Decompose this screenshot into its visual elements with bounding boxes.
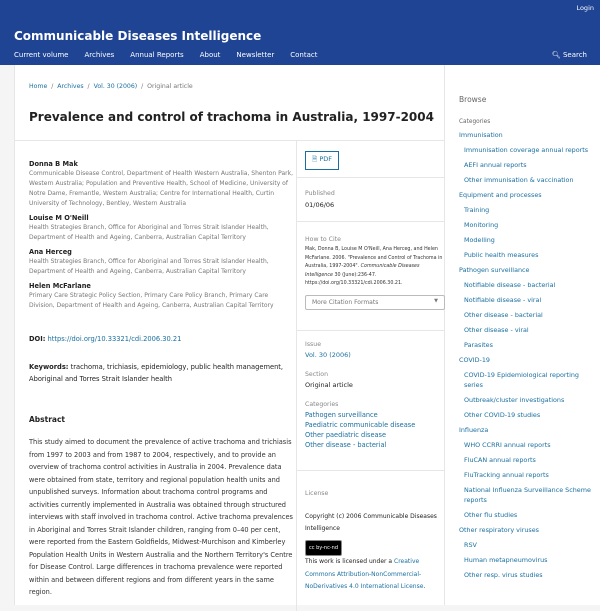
breadcrumb-current: Original article: [147, 83, 193, 90]
author-name: Ana Herceg: [29, 248, 72, 256]
nav-contact[interactable]: Contact: [290, 51, 318, 59]
sidebar-category-item[interactable]: Other respiratory viruses: [459, 526, 539, 534]
category-links: [305, 410, 445, 450]
sidebar-category-item[interactable]: WHO CCRRI annual reports: [464, 441, 551, 449]
sidebar-category-item[interactable]: COVID-19 Epidemiological reporting series: [464, 371, 579, 389]
author-name: Louise M O'Neill: [29, 214, 89, 222]
sidebar-category-item[interactable]: Notifiable disease - viral: [464, 296, 542, 304]
published: Published 01/06/06: [305, 190, 335, 209]
sidebar-category-item[interactable]: COVID-19: [459, 356, 490, 364]
category-link[interactable]: Other paediatric disease: [305, 431, 387, 439]
author-affiliation: Communicable Disease Control, Department of Health Western Australia, Shenton Park, Western Australia; Population and Preventive Health, School of Medicine, University of Notre Dame, Fremantle, Western Australia; Centre for International Health, Curtin University of Technology, Bentley, Western Australia: [29, 170, 293, 207]
sidebar-category-item[interactable]: Parasites: [464, 341, 493, 349]
sidebar-category-item[interactable]: AEFI annual reports: [464, 161, 527, 169]
author-affiliation: Primary Care Strategic Policy Section, Primary Care Policy Branch, Primary Care Division, Department of Health and Ageing, Canberra, Australian Capital Territory: [29, 292, 274, 309]
sidebar-category-item[interactable]: Notifiable disease - bacterial: [464, 281, 556, 289]
divider: [296, 470, 446, 471]
sidebar-category-item[interactable]: Modelling: [464, 236, 495, 244]
sidebar-category-item[interactable]: Other flu studies: [464, 511, 518, 519]
login-link[interactable]: Login: [576, 4, 594, 12]
article-body: [29, 155, 294, 599]
site-header: [0, 0, 600, 65]
issue: Issue Vol. 30 (2006) Section Original article Categories Pathogen surveillance Paediatric communicable disease Other paediatric disease Other disease - bacterial: [305, 341, 445, 450]
main-nav: [14, 51, 318, 59]
sidebar-category-item[interactable]: Monitoring: [464, 221, 499, 229]
sidebar-category-item[interactable]: Human metapneumovirus: [464, 556, 548, 564]
file-icon: 🗎︎: [312, 155, 318, 163]
categories-heading: Categories: [459, 119, 491, 125]
divider: [296, 221, 446, 222]
doi: DOI: https://doi.org/10.33321/cdi.2006.30.21: [29, 335, 182, 343]
sidebar-category-item[interactable]: Other immunisation & vaccination: [464, 176, 574, 184]
how-to-cite: How to Cite Mak, Donna B, Louise M O'Neill, Ana Herceg, and Helen McFarlane. 2006. "Prevalence and Control of Trachoma in Australia, 1997-2004". Communicable Diseases Intelligence 30 (June):236-47. https://doi.org/10.33321/cdi.2006.30.21. More Citation Formats ▼: [305, 236, 445, 310]
pdf-button[interactable]: 🗎︎ PDF: [305, 151, 445, 170]
category-link[interactable]: Paediatric communicable disease: [305, 421, 416, 429]
section-value: Original article: [305, 381, 353, 389]
page-title: Prevalence and control of trachoma in Australia, 1997-2004: [29, 110, 434, 124]
search-icon: 🔍︎: [551, 51, 561, 59]
divider: [15, 140, 446, 141]
sidebar-category-item[interactable]: Immunisation coverage annual reports: [464, 146, 589, 154]
abstract-heading: Abstract: [29, 415, 66, 424]
sidebar-category-item[interactable]: Other disease - bacterial: [464, 311, 543, 319]
sidebar: [445, 65, 600, 605]
abstract-text: This study aimed to document the prevalence of active trachoma and trichiasis from 1997 to 2003 and from 1987 to 2004, respectively, and to provide an overview of trachoma control activities in Australia in 2004. Prevalence data were obtained from state, territory and regional population health units and unpublished surveys. Information about trachoma control programs and activities currently implemented in Australia was obtained through structured interviews with staff involved in trachoma control. Active trachoma prevalences in Aboriginal and Torres Strait Islander children, ranging from 0–40 per cent, were reported from the Eastern Goldfields, Midwest-Murchison and Kimberley Population Health Units in Western Australia and the Northern Territory's Centre for Disease Control. Large differences in trachoma prevalence were reported within and between different regions and from different years in the same region.: [29, 438, 293, 596]
author-list: [29, 159, 294, 311]
sidebar-category-item[interactable]: Public health measures: [464, 251, 539, 259]
cc-license-badge[interactable]: cc by-nc-nd: [305, 540, 445, 557]
divider: [296, 177, 446, 178]
category-link[interactable]: Other disease - bacterial: [305, 441, 387, 449]
sidebar-category-item[interactable]: FluTracking annual reports: [464, 471, 549, 479]
article-main: [14, 65, 445, 605]
license-link[interactable]: Creative Commons Attribution-NonCommercial-NoDerivatives 4.0 International License: [305, 558, 424, 590]
author-affiliation: Health Strategies Branch, Office for Aboriginal and Torres Strait Islander Health, Department of Health and Ageing, Canberra, Australian Capital Territory: [29, 224, 269, 241]
sidebar-category-item[interactable]: FluCAN annual reports: [464, 456, 536, 464]
sidebar-category-item[interactable]: Training: [464, 206, 490, 214]
search-button[interactable]: 🔍︎ Search: [551, 51, 587, 59]
sidebar-category-item[interactable]: Other COVID-19 studies: [464, 411, 541, 419]
breadcrumb-issue[interactable]: Vol. 30 (2006): [93, 83, 138, 90]
issue-link[interactable]: Vol. 30 (2006): [305, 351, 351, 359]
citation-formats-dropdown[interactable]: More Citation Formats ▼: [305, 295, 445, 310]
sidebar-category-item[interactable]: Pathogen surveillance: [459, 266, 530, 274]
column-divider: [296, 141, 297, 611]
author-name: Donna B Mak: [29, 160, 78, 168]
sidebar-category-item[interactable]: Immunisation: [459, 131, 503, 139]
nav-current-volume[interactable]: Current volume: [14, 51, 69, 59]
author-name: Helen McFarlane: [29, 282, 91, 290]
nav-annual-reports[interactable]: Annual Reports: [130, 51, 184, 59]
nav-about[interactable]: About: [199, 51, 221, 59]
breadcrumb-archives[interactable]: Archives: [57, 83, 84, 90]
keywords: Keywords: trachoma, trichiasis, epidemiology, public health management, Aboriginal and Torres Strait Islander health: [29, 363, 284, 383]
doi-link[interactable]: https://doi.org/10.33321/cdi.2006.30.21: [47, 335, 182, 343]
sidebar-category-item[interactable]: Other disease - viral: [464, 326, 529, 334]
nav-newsletter[interactable]: Newsletter: [236, 51, 275, 59]
breadcrumb-home[interactable]: Home: [29, 83, 48, 90]
chevron-down-icon: ▼: [434, 297, 438, 304]
site-title[interactable]: Communicable Diseases Intelligence: [14, 29, 262, 43]
citation-text: Mak, Donna B, Louise M O'Neill, Ana Herceg, and Helen McFarlane. 2006. "Prevalence and Control of Trachoma in Australia, 1997-2004". Communicable Diseases Intelligence 30 (June):236-47. https://doi.org/10.33321/cdi.2006.30.21.: [305, 247, 443, 287]
category-link[interactable]: Pathogen surveillance: [305, 411, 378, 419]
nav-archives[interactable]: Archives: [84, 51, 115, 59]
breadcrumb: Home / Archives / Vol. 30 (2006) / Original article: [29, 83, 193, 90]
author-affiliation: Health Strategies Branch, Office for Aboriginal and Torres Strait Islander Health, Department of Health and Ageing, Canberra, Australian Capital Territory: [29, 258, 269, 275]
sidebar-category-item[interactable]: Equipment and processes: [459, 191, 542, 199]
sidebar-category-item[interactable]: Influenza: [459, 426, 489, 434]
category-list: [459, 130, 599, 580]
sidebar-category-item[interactable]: Other resp. virus studies: [464, 571, 543, 579]
license: License Copyright (c) 2006 Communicable Diseases Intelligence cc by-nc-nd This work is licensed under a Creative Commons Attribution-NonCommercial-NoDerivatives 4.0 International License.: [305, 488, 445, 594]
browse-heading: Browse: [459, 95, 487, 104]
sidebar-category-item[interactable]: Outbreak/cluster investigations: [464, 396, 565, 404]
sidebar-category-item[interactable]: National Influenza Surveillance Scheme reports: [464, 486, 591, 504]
sidebar-category-item[interactable]: RSV: [464, 541, 477, 549]
divider: [296, 330, 446, 331]
